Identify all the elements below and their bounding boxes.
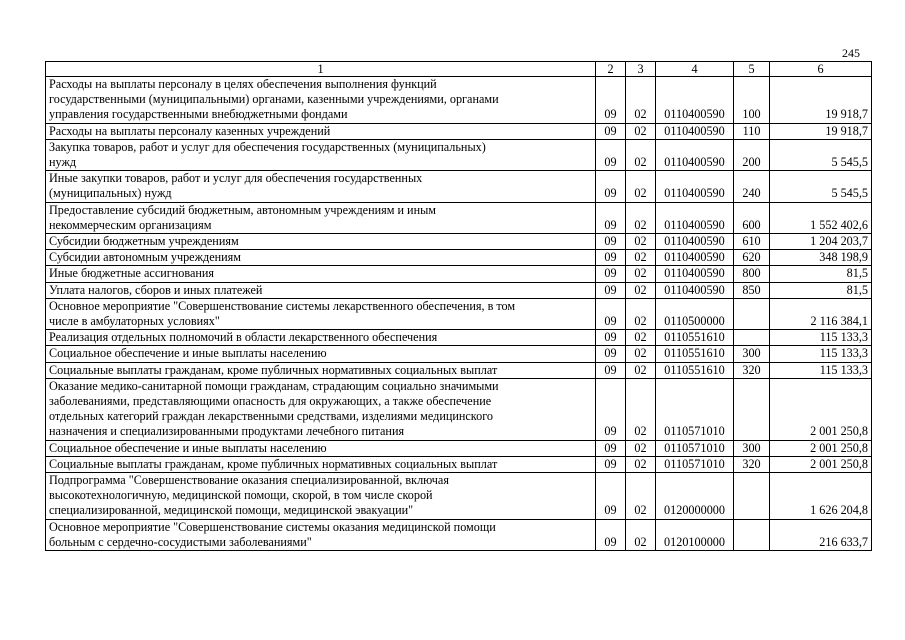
subsection-code-cell: 02 (626, 123, 656, 139)
expense-type-code-cell (734, 519, 770, 550)
table-row (46, 362, 872, 378)
expense-name-cell (46, 250, 596, 266)
section-code-cell: 09 (596, 123, 626, 139)
target-article-code-cell: 0110400590 (656, 77, 734, 124)
amount-cell: 81,5 (770, 266, 872, 282)
expense-type-code-cell: 320 (734, 362, 770, 378)
expense-type-code-cell: 620 (734, 250, 770, 266)
expense-name-line: больным с сердечно-сосудистыми заболеваниями" (49, 534, 312, 549)
budget-table (45, 61, 872, 551)
subsection-code-cell: 02 (626, 440, 656, 456)
amount-cell: 216 633,7 (770, 519, 872, 550)
expense-name-cell (46, 330, 596, 346)
table-row (46, 378, 872, 440)
amount-cell: 5 545,5 (770, 139, 872, 170)
target-article-code-cell: 0120100000 (656, 519, 734, 550)
expense-name-cell (46, 77, 596, 124)
expense-name-line: числе в амбулаторных условиях" (49, 314, 220, 329)
expense-name-line: Основное мероприятие "Совершенствование системы лекарственного обеспечения, в том (49, 298, 516, 313)
table-row (46, 250, 872, 266)
expense-name-cell (46, 234, 596, 250)
expense-name-line: Расходы на выплаты персоналу казенных учреждений (49, 123, 331, 138)
amount-cell: 1 626 204,8 (770, 473, 872, 520)
expense-name-line: отдельных категорий граждан лекарственными средствами, изделиями медицинского (49, 409, 493, 424)
expense-name-cell (46, 362, 596, 378)
amount-cell: 115 133,3 (770, 346, 872, 362)
target-article-code-cell: 0110400590 (656, 123, 734, 139)
expense-type-code-cell: 320 (734, 456, 770, 472)
expense-type-code-cell: 240 (734, 171, 770, 202)
expense-type-code-cell: 200 (734, 139, 770, 170)
expense-name-cell (46, 139, 596, 170)
column-header: 5 (734, 62, 770, 77)
section-code-cell: 09 (596, 139, 626, 170)
expense-name-line: Оказание медико-санитарной помощи гражданам, страдающим социально значимыми (49, 378, 499, 393)
section-code-cell: 09 (596, 171, 626, 202)
table-row (46, 298, 872, 329)
expense-name-line: Уплата налогов, сборов и иных платежей (49, 282, 263, 297)
subsection-code-cell: 02 (626, 234, 656, 250)
table-row (46, 234, 872, 250)
amount-cell: 2 001 250,8 (770, 456, 872, 472)
section-code-cell: 09 (596, 519, 626, 550)
expense-type-code-cell: 300 (734, 346, 770, 362)
expense-name-line: Социальные выплаты гражданам, кроме публичных нормативных социальных выплат (49, 362, 498, 377)
subsection-code-cell: 02 (626, 473, 656, 520)
expense-name-line: Социальное обеспечение и иные выплаты населению (49, 346, 327, 361)
amount-cell: 1 552 402,6 (770, 202, 872, 233)
expense-name-line: специализированной, медицинской помощи, медицинской эвакуации" (49, 503, 414, 518)
table-row (46, 330, 872, 346)
expense-name-line: Социальные выплаты гражданам, кроме публичных нормативных социальных выплат (49, 456, 498, 471)
subsection-code-cell: 02 (626, 139, 656, 170)
expense-type-code-cell: 800 (734, 266, 770, 282)
table-row (46, 440, 872, 456)
section-code-cell: 09 (596, 234, 626, 250)
expense-name-cell (46, 298, 596, 329)
expense-name-cell (46, 123, 596, 139)
subsection-code-cell: 02 (626, 202, 656, 233)
amount-cell: 19 918,7 (770, 77, 872, 124)
target-article-code-cell: 0110571010 (656, 378, 734, 440)
expense-name-line: Расходы на выплаты персоналу в целях обеспечения выполнения функций (49, 77, 437, 91)
expense-name-line: Подпрограмма "Совершенствование оказания специализированной, включая (49, 473, 449, 488)
section-code-cell: 09 (596, 473, 626, 520)
subsection-code-cell: 02 (626, 171, 656, 202)
expense-name-cell (46, 378, 596, 440)
amount-cell: 2 001 250,8 (770, 378, 872, 440)
table-row (46, 266, 872, 282)
target-article-code-cell: 0110571010 (656, 456, 734, 472)
column-header: 4 (656, 62, 734, 77)
expense-name-cell (46, 473, 596, 520)
table-row (46, 202, 872, 233)
expense-type-code-cell: 100 (734, 77, 770, 124)
target-article-code-cell: 0110400590 (656, 266, 734, 282)
expense-name-line: государственными (муниципальными) органами, казенными учреждениями, органами (49, 92, 499, 107)
target-article-code-cell: 0110400590 (656, 202, 734, 233)
amount-cell: 2 001 250,8 (770, 440, 872, 456)
expense-name-line: Реализация отдельных полномочий в области лекарственного обеспечения (49, 330, 438, 345)
section-code-cell: 09 (596, 378, 626, 440)
table-row (46, 77, 872, 124)
target-article-code-cell: 0110400590 (656, 250, 734, 266)
table-row (46, 171, 872, 202)
subsection-code-cell: 02 (626, 298, 656, 329)
expense-name-line: высокотехнологичную, медицинской помощи, скорой, в том числе скорой (49, 488, 433, 503)
expense-name-cell (46, 266, 596, 282)
table-header-row (46, 62, 872, 77)
target-article-code-cell: 0110400590 (656, 139, 734, 170)
expense-name-cell (46, 456, 596, 472)
expense-name-line: Предоставление субсидий бюджетным, автономным учреждениям и иным (49, 202, 436, 217)
expense-name-line: (муниципальных) нужд (49, 186, 172, 201)
table-row (46, 473, 872, 520)
expense-name-line: Иные закупки товаров, работ и услуг для обеспечения государственных (49, 171, 423, 186)
section-code-cell: 09 (596, 456, 626, 472)
expense-name-cell (46, 519, 596, 550)
amount-cell: 2 116 384,1 (770, 298, 872, 329)
subsection-code-cell: 02 (626, 456, 656, 472)
expense-type-code-cell: 850 (734, 282, 770, 298)
expense-name-line: Субсидии автономным учреждениям (49, 250, 241, 265)
expense-type-code-cell (734, 330, 770, 346)
expense-name-line: некоммерческим организациям (49, 217, 212, 232)
subsection-code-cell: 02 (626, 346, 656, 362)
section-code-cell: 09 (596, 202, 626, 233)
section-code-cell: 09 (596, 346, 626, 362)
section-code-cell: 09 (596, 282, 626, 298)
expense-name-cell (46, 440, 596, 456)
amount-cell: 19 918,7 (770, 123, 872, 139)
section-code-cell: 09 (596, 362, 626, 378)
expense-name-cell (46, 171, 596, 202)
expense-type-code-cell (734, 298, 770, 329)
subsection-code-cell: 02 (626, 330, 656, 346)
column-header: 3 (626, 62, 656, 77)
column-header: 1 (46, 62, 596, 77)
table-row (46, 519, 872, 550)
expense-name-line: Основное мероприятие "Совершенствование системы оказания медицинской помощи (49, 519, 496, 534)
target-article-code-cell: 0110551610 (656, 362, 734, 378)
subsection-code-cell: 02 (626, 378, 656, 440)
page-number: 245 (842, 46, 860, 60)
section-code-cell: 09 (596, 266, 626, 282)
table-row (46, 139, 872, 170)
subsection-code-cell: 02 (626, 77, 656, 124)
subsection-code-cell: 02 (626, 250, 656, 266)
target-article-code-cell: 0110400590 (656, 282, 734, 298)
amount-cell: 115 133,3 (770, 362, 872, 378)
subsection-code-cell: 02 (626, 362, 656, 378)
section-code-cell: 09 (596, 77, 626, 124)
column-header: 2 (596, 62, 626, 77)
expense-name-cell (46, 282, 596, 298)
expense-name-line: Закупка товаров, работ и услуг для обеспечения государственных (муниципальных) (49, 139, 486, 154)
section-code-cell: 09 (596, 330, 626, 346)
expense-type-code-cell (734, 378, 770, 440)
amount-cell: 81,5 (770, 282, 872, 298)
expense-name-cell (46, 346, 596, 362)
expense-name-cell (46, 202, 596, 233)
section-code-cell: 09 (596, 298, 626, 329)
expense-name-line: Социальное обеспечение и иные выплаты населению (49, 440, 327, 455)
table-row (46, 346, 872, 362)
amount-cell: 5 545,5 (770, 171, 872, 202)
table-row (46, 123, 872, 139)
target-article-code-cell: 0110400590 (656, 171, 734, 202)
expense-type-code-cell: 610 (734, 234, 770, 250)
target-article-code-cell: 0120000000 (656, 473, 734, 520)
table-body (46, 77, 872, 551)
expense-name-line: Субсидии бюджетным учреждениям (49, 234, 239, 249)
expense-type-code-cell: 600 (734, 202, 770, 233)
amount-cell: 115 133,3 (770, 330, 872, 346)
target-article-code-cell: 0110551610 (656, 346, 734, 362)
column-header: 6 (770, 62, 872, 77)
subsection-code-cell: 02 (626, 282, 656, 298)
section-code-cell: 09 (596, 440, 626, 456)
target-article-code-cell: 0110551610 (656, 330, 734, 346)
expense-name-line: нужд (49, 155, 77, 170)
expense-type-code-cell: 300 (734, 440, 770, 456)
expense-name-line: назначения и специализированными продуктами лечебного питания (49, 424, 405, 439)
subsection-code-cell: 02 (626, 519, 656, 550)
subsection-code-cell: 02 (626, 266, 656, 282)
section-code-cell: 09 (596, 250, 626, 266)
amount-cell: 1 204 203,7 (770, 234, 872, 250)
table-row (46, 456, 872, 472)
expense-type-code-cell (734, 473, 770, 520)
expense-name-line: заболеваниями, представляющими опасность для окружающих, а также обеспечение (49, 394, 492, 409)
target-article-code-cell: 0110571010 (656, 440, 734, 456)
target-article-code-cell: 0110500000 (656, 298, 734, 329)
target-article-code-cell: 0110400590 (656, 234, 734, 250)
expense-type-code-cell: 110 (734, 123, 770, 139)
table-row (46, 282, 872, 298)
expense-name-line: Иные бюджетные ассигнования (49, 266, 215, 281)
amount-cell: 348 198,9 (770, 250, 872, 266)
expense-name-line: управления государственными внебюджетными фондами (49, 107, 348, 122)
